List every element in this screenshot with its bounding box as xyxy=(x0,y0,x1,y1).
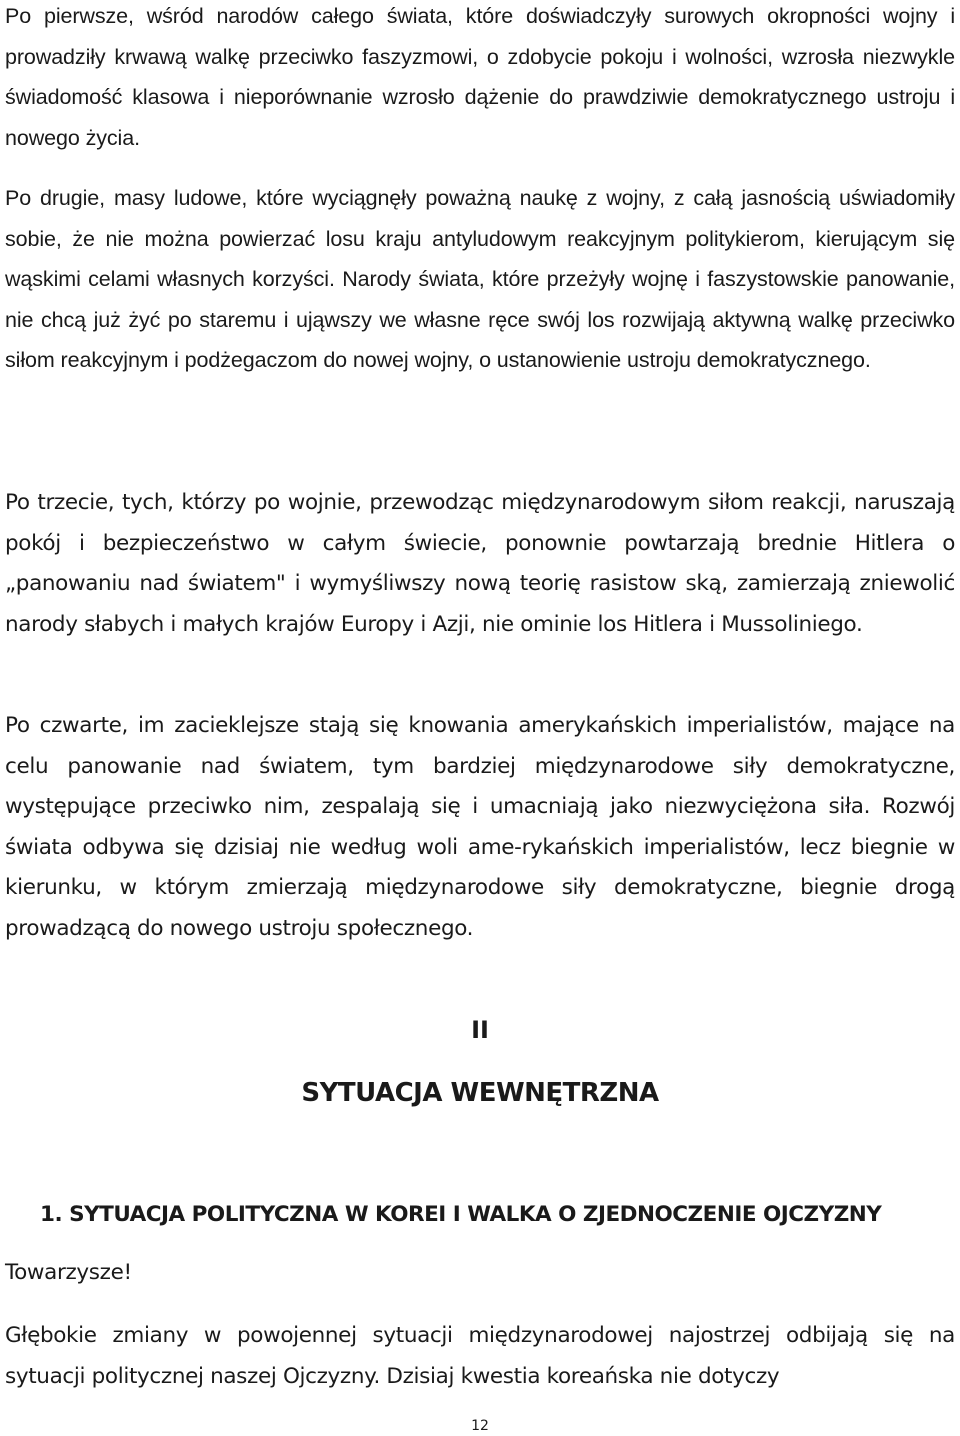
paragraph-third: Po trzecie, tych, którzy po wojnie, przewodząc międzynarodowym siłom reakcji, naruszają pokój i bezpieczeństwo w całym świecie, ponownie powtarzają brednie Hitlera o „panowaniu nad światem" i wymyśliwszy nową teorię rasistow ską, zamierzają zniewolić narody słabych i małych krajów Europy i Azji, nie ominie los Hitlera i Mussoliniego. xyxy=(5,490,955,637)
paragraph-last: Głębokie zmiany w powojennej sytuacji międzynarodowej najostrzej odbijają się na sytuacji politycznej naszej Ojczyzny. Dzisiaj kwestia koreańska nie dotyczy xyxy=(5,1323,955,1389)
paragraph-fourth: Po czwarte, im zacieklejsze stają się knowania amerykańskich imperialistów, mające na celu panowanie nad światem, tym bardziej międzynarodowe siły demokratyczne, występujące przeciwko nim, zespalają się i umacniają jako niezwyciężona siła. Rozwój świata odbywa się dzisiaj nie według woli ame-rykańskich imperialistów, lecz biegnie w kierunku, w którym zmierzają międzynarodowe siły demokratyczne, biegnie drogą prowadzącą do nowego ustroju społecznego. xyxy=(5,713,955,941)
subsection-title: 1. SYTUACJA POLITYCZNA W KOREI I WALKA O ZJEDNOCZENIE OJCZYZNY xyxy=(40,1202,882,1227)
chapter-numeral: II xyxy=(471,1016,489,1044)
greeting: Towarzysze! xyxy=(5,1260,132,1285)
page-number: 12 xyxy=(471,1418,489,1434)
paragraph-second: Po drugie, masy ludowe, które wyciągnęły poważną naukę z wojny, z całą jasnością uświadomiły sobie, że nie można powierzać losu kraju antyludowym reakcyjnym politykierom, kierującym się wąskimi celami własnych korzyści. Narody świata, które przeżyły wojnę i faszystowskie panowanie, nie chcą już żyć po staremu i ująwszy we własne ręce swój los rozwijają aktywną walkę przeciwko siłom reakcyjnym i podżegaczom do nowej wojny, o ustanowienie ustroju demokratycznego. xyxy=(5,186,955,372)
paragraph-first: Po pierwsze, wśród narodów całego świata, które doświadczyły surowych okropności wojny i prowadziły krwawą walkę przeciwko faszyzmowi, o zdobycie pokoju i wolności, wzrosła niezwykle świadomość klasowa i nieporównanie wzrosło dążenie do prawdziwie demokratycznego ustroju i nowego życia. xyxy=(5,4,955,150)
section-title: SYTUACJA WEWNĘTRZNA xyxy=(301,1078,659,1108)
